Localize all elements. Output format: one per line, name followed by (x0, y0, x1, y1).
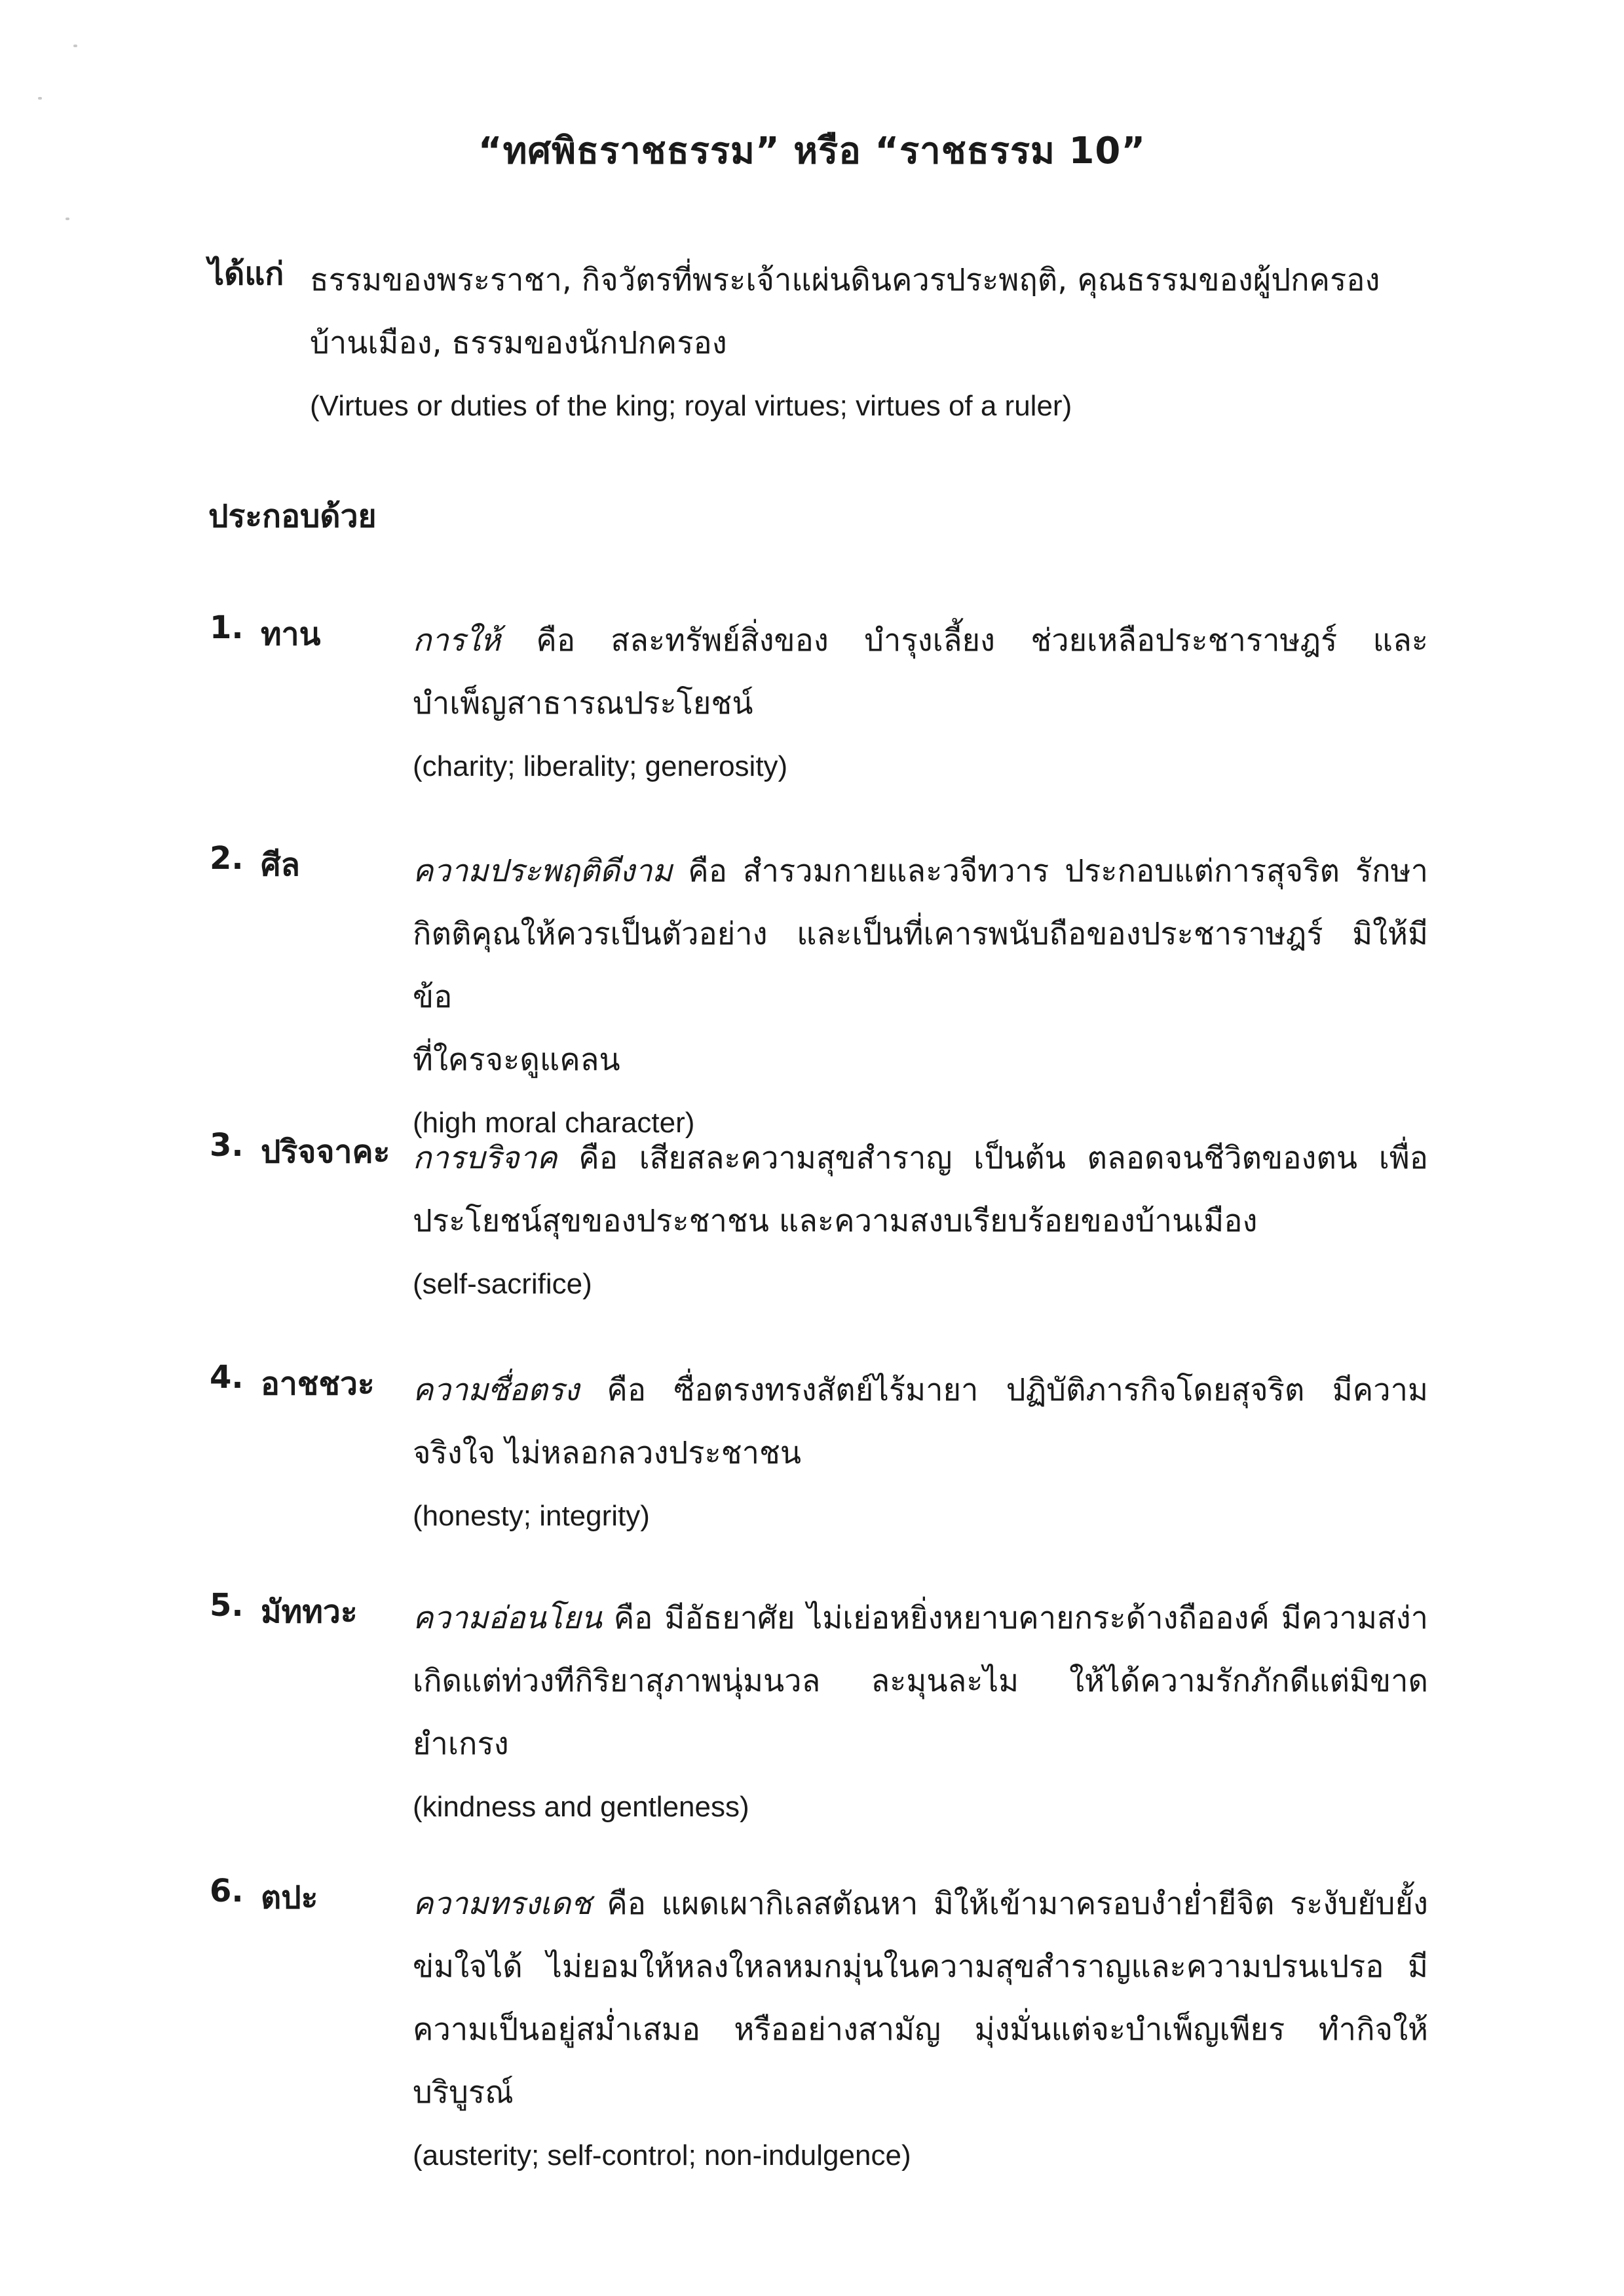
item-english: (honesty; integrity) (413, 1500, 650, 1532)
item-line: ยำเกรง (413, 1726, 509, 1762)
item-line: จริงใจ ไม่หลอกลวงประชาชน (413, 1435, 802, 1471)
item-term: ศีล (261, 847, 300, 883)
item-english: (self-sacrifice) (413, 1268, 592, 1300)
item-line: เกิดแต่ท่วงทีกิริยาสุภาพนุ่มนวล ละมุนละไม ให้ได้ความรักภักดีแต่มิขาด (413, 1663, 1428, 1699)
item-meaning: ความประพฤติดีงาม (413, 853, 673, 889)
item-english: (charity; liberality; generosity) (413, 750, 788, 782)
item-number: 6. (210, 1873, 244, 1909)
item-first-line-text: คือ สำรวมกายและวจีทวาร ประกอบแต่การสุจริต รักษา (672, 853, 1428, 889)
scan-speck (73, 45, 77, 47)
item-term: อาชชวะ (261, 1366, 375, 1402)
item-meaning: การบริจาค (413, 1140, 557, 1176)
item-first-line-text: คือ แผดเผากิเลสตัณหา มิให้เข้ามาครอบงำย่ำยีจิต ระงับยับยั้ง (591, 1886, 1428, 1922)
item-line: ที่ใครจะดูแคลน (413, 1042, 620, 1078)
item-english: (high moral character) (413, 1107, 695, 1139)
item-first-line (413, 609, 1428, 672)
item-line: บริบูรณ์ (413, 2075, 514, 2111)
definition-body (310, 249, 1440, 438)
page-title: “ทศพิธราชธรรม” หรือ “ราชธรรม 10” (478, 130, 1146, 172)
item-body (413, 840, 1428, 1155)
item-number: 2. (210, 840, 244, 877)
item-number: 4. (210, 1359, 244, 1396)
item-term: ปริจจาคะ (261, 1134, 390, 1170)
item-term: ทาน (261, 616, 321, 653)
item-number: 1. (210, 609, 244, 646)
item-body (413, 1127, 1428, 1316)
item-line: ประโยชน์สุขของประชาชน และความสงบเรียบร้อยของบ้านเมือง (413, 1203, 1258, 1239)
item-meaning: ความอ่อนโยน (413, 1600, 602, 1636)
item-term: ตปะ (261, 1879, 318, 1916)
item-first-line (413, 1587, 1428, 1650)
item-meaning: ความทรงเดช (413, 1886, 592, 1922)
item-first-line (413, 1127, 1428, 1190)
item-number: 5. (210, 1587, 244, 1624)
item-english: (austerity; self-control; non-indulgence) (413, 2139, 911, 2172)
item-body (413, 1873, 1428, 2187)
item-first-line-text: คือ เสียสละความสุขสำราญ เป็นต้น ตลอดจนชีวิตของตน เพื่อ (557, 1140, 1428, 1176)
section-heading: ประกอบด้วย (208, 498, 377, 535)
item-first-line-text: คือ มีอัธยาศัย ไม่เย่อหยิ่งหยาบคายกระด้างถือองค์ มีความสง่า (601, 1600, 1428, 1636)
item-line: ความเป็นอยู่สม่ำเสมอ หรืออย่างสามัญ มุ่งมั่นแต่จะบำเพ็ญเพียร ทำกิจให้ (413, 2012, 1428, 2048)
item-term: มัททวะ (261, 1594, 358, 1630)
item-first-line (413, 1873, 1428, 1936)
item-number: 3. (210, 1127, 244, 1164)
item-body (413, 1359, 1428, 1548)
item-line: ข่มใจได้ ไม่ยอมให้หลงใหลหมกมุ่นในความสุขสำราญและความปรนเปรอ มี (413, 1949, 1428, 1985)
definition-line-1: ธรรมของพระราชา, กิจวัตรที่พระเจ้าแผ่นดินควรประพฤติ, คุณธรรมของผู้ปกครอง (310, 262, 1380, 298)
item-body (413, 609, 1428, 798)
item-english: (kindness and gentleness) (413, 1791, 749, 1823)
item-first-line (413, 1359, 1428, 1422)
item-first-line-text: คือ ซื่อตรงทรงสัตย์ไร้มายา ปฏิบัติภารกิจโดยสุจริต มีความ (579, 1372, 1428, 1408)
item-line: กิตติคุณให้ควรเป็นตัวอย่าง และเป็นที่เคารพนับถือของประชาราษฎร์ มิให้มีข้อ (413, 916, 1428, 1015)
scan-speck (66, 218, 69, 220)
item-line: บำเพ็ญสาธารณประโยชน์ (413, 685, 753, 721)
item-first-line-text: คือ สละทรัพย์สิ่งของ บำรุงเลี้ยง ช่วยเหลือประชาราษฎร์ และ (500, 622, 1428, 659)
definition-line-2: บ้านเมือง, ธรรมของนักปกครอง (310, 325, 727, 361)
scan-speck (38, 97, 42, 100)
definition-label: ได้แก่ (208, 256, 284, 292)
item-meaning: ความซื่อตรง (413, 1372, 580, 1408)
item-first-line (413, 840, 1428, 903)
definition-english: (Virtues or duties of the king; royal virtues; virtues of a ruler) (310, 390, 1072, 422)
item-meaning: การให้ (413, 622, 501, 659)
item-body (413, 1587, 1428, 1839)
